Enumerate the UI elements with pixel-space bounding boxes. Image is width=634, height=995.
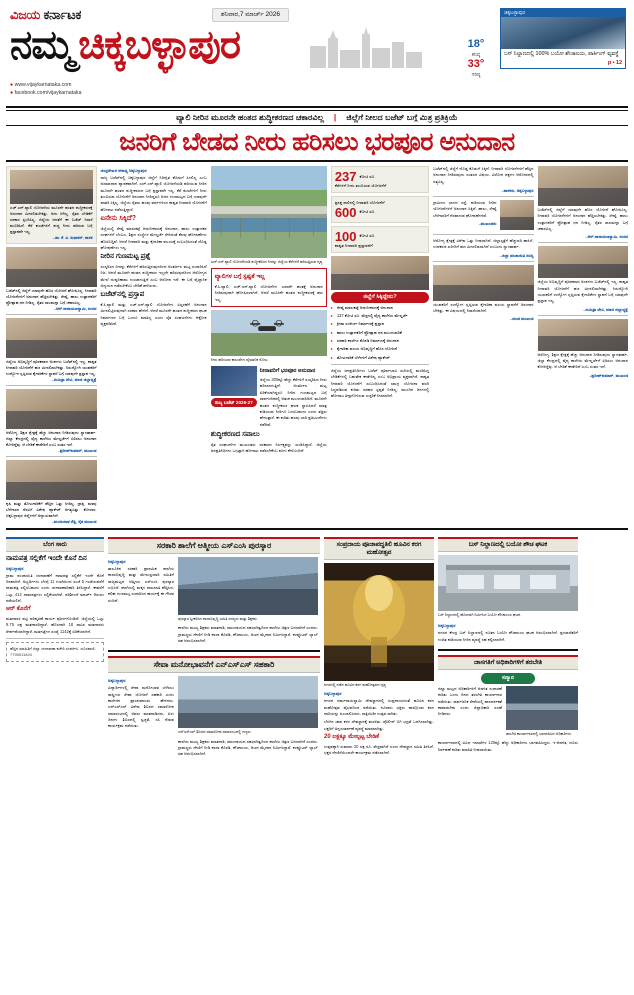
photo-caption: ನೀರು ಹರಿಯುವ ಕಾಲುವೆಗಳ ವೈಮಾನಿಕ ನೋಟ. bbox=[210, 357, 269, 362]
paragraph: ಗ್ರಾಮ ಪಂಚಾಯಿತಿ ಚುನಾವಣೆಗೆ ನಾಮಪತ್ರ ಸಲ್ಲಿಕೆಗೆ ಇಂದೇ ಕೊನೆ ದಿನವಾಗಿದೆ. ಅಭ್ಯರ್ಥಿಗಳು ಬೆಳಗ್ಗೆ 11 ಗಂಟೆಯಿಂದ ಸಂಜೆ 5 ಗಂಟೆಯವರೆಗೆ ನಾಮಪತ್ರ ಸಲ್ಲಿಸಬಹುದು ಎಂದು ಚುನಾವಣಾಧಿಕಾರಿ ತಿಳಿಸಿದ್ದಾರೆ. ಈವರೆಗೆ ಒಟ್ಟು 412 ನಾಮಪತ್ರಗಳು ಸಲ್ಲಿಕೆಯಾಗಿವೆ. ಪರಿಶೀಲನೆ ಮಾರ್ಚ್‌ 9ರಂದು ನಡೆಯಲಿದೆ. bbox=[6, 572, 104, 604]
paragraph: ರೈತ ಸಂಘಟನೆಗಳ ಮುಖಂಡರು ಸರಕಾರದ ನಿರ್ಲಕ್ಷ್ಯವನ್ನು ಖಂಡಿಸಿದ್ದಾರೆ. ಜಿಲ್ಲೆಯ ಜನಪ್ರತಿನಿಧಿಗಳು ಒಗ್ಗಟ್ಟಾಗಿ ಹೋರಾಟ ನಡೆಸಬೇಕೆಂಬ ಕೂಗು ಕೇಳಿಬಂದಿದೆ. bbox=[210, 441, 327, 453]
portrait-photo bbox=[500, 200, 534, 230]
budget-badge: ರಾಜ್ಯ ಬಜೆಟ್‌ 2026-27 bbox=[211, 398, 257, 407]
bottom-column-c bbox=[324, 534, 434, 760]
lead-headline: ಜನರಿಗೆ ಬೇಡದ ನೀರು ಹರಿಸಲು ಭರಪೂರ ಅನುದಾನ bbox=[6, 126, 628, 162]
story-dateline: ಚಿಕ್ಕಬಳ್ಳಾಪುರ bbox=[6, 565, 24, 571]
portrait-photo bbox=[538, 319, 629, 351]
weather-low: 18° bbox=[467, 38, 485, 50]
main-grid bbox=[6, 166, 628, 524]
stat-value: 237 bbox=[334, 169, 357, 184]
bottom-column-a bbox=[6, 534, 104, 760]
stat-label: ಶಾಶ್ವತ ನೀರಾವರಿ ಪ್ರಸ್ತಾವನೆಗೆ bbox=[334, 242, 373, 248]
portrait-photo bbox=[10, 170, 93, 204]
photo-nss-event bbox=[178, 676, 318, 728]
bottom-column-b bbox=[108, 534, 320, 760]
article-byline: ಚಂದ್ರಶೇಖರ ಆರಾಧ್ಯ ಚಿಕ್ಕಬಳ್ಳಾಪುರ bbox=[100, 168, 147, 173]
reaction-name: –ಮಂಜುನಾಥ ರೆಡ್ಡಿ, ರೈತ ಮುಖಂಡ bbox=[51, 519, 97, 524]
article-subhead: ನೀರಿನ ಗುಣಮಟ್ಟ ಪ್ರಶ್ನೆ bbox=[100, 253, 151, 261]
publisher-name-line1: ವಿಜಯ bbox=[10, 7, 41, 22]
column-6 bbox=[538, 166, 629, 524]
photo-caption: ಬಸ್‌ ನಿಲ್ದಾಣದಲ್ಲಿ ಹೊಸದಾಗಿ ನಿರ್ಮಿಸಿದ ಬಯೋ ಶೌಚಾಲಯ ಘಟಕ. bbox=[438, 613, 521, 617]
paragraph: ಆರೋಗ್ಯ ಕ್ಷೇತ್ರಕ್ಕೆ ವಿಶೇಷ ಒತ್ತು ನೀಡಲಾಗಿದೆ. ಜಿಲ್ಲಾಸ್ಪತ್ರೆಗೆ ಹೆಚ್ಚುವರಿ ಹಾಸಿಗೆ, ಉಪಕರಣ ಖರೀದಿಗೆ ಹಣ ಮೀಸಲಿಡಲಾಗಿದೆ ಎಂಬುದು ಸ್ವಾಗತಾರ್ಹ. bbox=[433, 238, 534, 250]
reaction-name: –ಯುವ ಮುಖಂಡ bbox=[509, 316, 534, 322]
article-subhead: ಏನೇನು ಸಿಕ್ಕಿದೆ? bbox=[100, 215, 137, 223]
publisher-logo[interactable] bbox=[10, 8, 128, 22]
inset-box bbox=[211, 268, 327, 307]
section-header: ಸೇವಾ ಮನೋಭಾವನೆಗೆ ಎನ್‌ಎಸ್‌ಎಸ್‌ ಸಹಕಾರಿ bbox=[108, 656, 320, 673]
bottom-grid bbox=[6, 534, 628, 760]
column-1 bbox=[6, 166, 97, 524]
title-city: ಚಿಕ್ಕಬಳ್ಳಾಪುರ bbox=[78, 23, 241, 67]
portrait-photo bbox=[538, 246, 629, 278]
paragraph: ಕೆ.ಸಿ.ವ್ಯಾಲಿ ಮತ್ತು ಎಚ್‌.ಎನ್‌.ವ್ಯಾಲಿ ಯೋಜನೆಗಳ ವಿಸ್ತರಣೆಗೆ ಅನುದಾನ ಮೀಸಲಿಟ್ಟಿರುವುದಾಗಿ ಸರಕಾರ ಹೇಳಿದೆ. ಆದರೆ ಮೂರನೇ ಹಂತದ ಶುದ್ಧೀಕರಣ ಘಟಕ ನಿರ್ಮಾಣದ ಬಗ್ಗೆ ಒಂದೂ ಮಾತಿಲ್ಲ ಎಂದು ರೈತ ಸಂಘಟನೆಗಳು ಆಕ್ರೋಶ ವ್ಯಕ್ತಪಡಿಸಿವೆ. bbox=[100, 302, 207, 327]
reaction-name: –ಆರ್‌.ನಾರಾಯಣಸ್ವಾಮಿ, ಸಂಸದ bbox=[585, 234, 628, 240]
stat-unit: ಕೋಟಿ ರೂ. bbox=[359, 173, 376, 179]
stat-unit: ಕೋಟಿ ರೂ. bbox=[359, 209, 376, 215]
lead-quote-box bbox=[6, 166, 97, 244]
paragraph: ಜಿಲ್ಲೆಯಲ್ಲಿ ರೇಷ್ಮೆ ಮಾರುಕಟ್ಟೆ ಆಧುನೀಕರಣಕ್ಕೆ ಅನುದಾನ, ಹಾಲು ಉತ್ಪಾದಕರ ಸಂಘಗಳಿಗೆ ಬೆಂಬಲ, ಶಿಕ್ಷಣ ಸಂಸ್ಥೆಗಳ ಮೇಲ್ದರ್ಜೆ ಸೇರಿದಂತೆ ಕೆಲವು ಘೋಷಣೆಗಳು ಹೊರಬಿದ್ದಿವೆ. ಆದರೆ ನೀರಾವರಿ ಮತ್ತು ಕೈಗಾರಿಕಾ ವಲಯಕ್ಕೆ ಸಂಬಂಧಿಸಿದಂತೆ ದೊಡ್ಡ ಘೋಷಣೆಗಳು ಇಲ್ಲ. bbox=[100, 225, 207, 250]
skyline-illustration bbox=[306, 24, 426, 68]
story-subhead: 20 ಲಕ್ಷಕ್ಕೂ ಮೇಲ್ಪಟ್ಟ ಬೇಡಿಕೆ bbox=[324, 734, 380, 741]
reaction-name: –ಮುಖಂಡರು bbox=[478, 221, 497, 227]
list-item: ▸ ಸರಕಾರಿ ಶಾಲೆಗಳ ಕೊಠಡಿ ನಿರ್ಮಾಣಕ್ಕೆ ಅನುದಾನ bbox=[331, 338, 429, 344]
reaction-name: –ಶಾಸಕರು, ಚಿಕ್ಕಬಳ್ಳಾಪುರ bbox=[501, 188, 534, 194]
paragraph: ರಾಜ್ಯ ಬಜೆಟ್‌ನಲ್ಲಿ ಚಿಕ್ಕಬಳ್ಳಾಪುರ ಜಿಲ್ಲೆಗೆ ನಿರೀಕ್ಷಿತ ಕೊಡುಗೆ ಸಿಗಲಿಲ್ಲ ಎಂಬ ಅಸಮಾಧಾನ ವ್ಯಾಪಕವಾಗಿದೆ. ಎಚ್‌.ಎನ್‌.ವ್ಯಾಲಿ ಯೋಜನೆಯಡಿ ಹರಿಯುವ ನೀರಿನ ಮೂರನೇ ಹಂತದ ಶುದ್ಧೀಕರಣದ ಬಗ್ಗೆ ಪ್ರಸ್ತಾಪವೇ ಇಲ್ಲ. ಕೆರೆ ಕುಂಟೆಗಳಿಗೆ ನೀರು ತುಂಬಿಸುವ ಯೋಜನೆಗೆ ಅನುದಾನ ನೀಡಿದ್ದರೂ ಅದರ ಗುಣಮಟ್ಟದ ಬಗ್ಗೆ ಯಾವುದೇ ಖಾತರಿ ಸಿಕ್ಕಿಲ್ಲ. ಜಿಲ್ಲೆಯ ರೈತರು ಹಲವು ವರ್ಷಗಳಿಂದ ಶಾಶ್ವತ ನೀರಾವರಿ ಯೋಜನೆಗೆ ಹೋರಾಟ ನಡೆಸುತ್ತಿದ್ದಾರೆ. bbox=[100, 175, 207, 212]
paragraph: ಗ್ರಾಮೀಣ ಭಾಗದ ರಸ್ತೆ, ಕುಡಿಯುವ ನೀರಿನ ಯೋಜನೆಗಳಿಗೆ ಅನುದಾನ ಸಿಕ್ಕಿದೆ. ಹಾಲು, ರೇಷ್ಮೆ ಬೆಳೆಗಾರರಿಗೆ ನೆರವಾಗುವ ಘೋಷಣೆಗಳಿವೆ. bbox=[433, 200, 497, 218]
promo-header: ಚಿಕ್ಕಬಳ್ಳಾಪುರ bbox=[501, 9, 625, 17]
portrait-photo bbox=[6, 460, 97, 500]
section-header: ಸರಕಾರಿ ಶಾಲೆಗೆ ಆತ್ಮೀಯ ಎಸ್‌ಎಂಸಿ ಪುರಸ್ಕಾರ bbox=[108, 537, 320, 554]
list-item: ▸ ಕೈಗಾರಿಕಾ ವಲಯ ಅಭಿವೃದ್ಧಿಗೆ ಹೊಸ ಯೋಜನೆ bbox=[331, 346, 429, 352]
paragraph: ಜಿಲ್ಲೆಯ ಜನಪ್ರತಿನಿಧಿಗಳು ಬಜೆಟ್‌ ಪೂರ್ವಭಾವಿ ಸಭೆಯಲ್ಲಿ ಮಂಡಿಸಿದ್ದ ಬೇಡಿಕೆಗಳಲ್ಲಿ ಬಹುತೇಕ ಈಡೇರಿಲ್ಲ ಎಂಬ ಅಭಿಪ್ರಾಯ ವ್ಯಕ್ತವಾಗಿದೆ. ಶಾಶ್ವತ ನೀರಾವರಿ ಯೋಜನೆಗೆ ಸಂಬಂಧಿಸಿದಂತೆ ಸಮಗ್ರ ಯೋಜನಾ ವರದಿ ಸಿದ್ಧಪಡಿಸುವ ಕುರಿತು ಸರಕಾರ ಸ್ಪಷ್ಟತೆ ನೀಡಿಲ್ಲ. ಮುಂದಿನ ದಿನಗಳಲ್ಲಿ ಹೋರಾಟ ತೀವ್ರಗೊಳಿಸುವ ಎಚ್ಚರಿಕೆ ನೀಡಲಾಗಿದೆ. bbox=[330, 368, 430, 399]
paragraph: ಯುವಕರಿಗೆ ಉದ್ಯೋಗ ಸೃಷ್ಟಿಸುವ ಕೈಗಾರಿಕಾ ವಲಯ ಸ್ಥಾಪನೆಗೆ ಅನುದಾನ ಬೇಕಿತ್ತು. ಈ ವಿಷಯದಲ್ಲಿ ನಿರಾಸೆಯಾಗಿದೆ. bbox=[433, 301, 534, 314]
column-3 bbox=[211, 166, 327, 524]
strip-item-1: ವ್ಯಾಲಿ ನೀರಿನ ಮೂರನೇ ಹಂತದ ಶುದ್ಧೀಕರಣದ ಚಕಾರವಿಲ್ಲ bbox=[176, 113, 324, 122]
portrait-photo bbox=[433, 265, 533, 301]
stat-label: ಕೆರೆಗಳಿಗೆ ನೀರು ತುಂಬಿಸುವ ಯೋಜನೆಗೆ bbox=[334, 183, 387, 188]
paragraph: ಕಾರ್ಯಾಗಾರದಲ್ಲಿ ವಿವಿಧ ಇಲಾಖೆಗಳ 120ಕ್ಕೂ ಹೆಚ್ಚು ಅಧಿಕಾರಿಗಳು ಭಾಗವಹಿಸಿದ್ದರು. ಇ-ಆಡಳಿತ, ದೂರು ನಿರ್ವಹಣೆ ಕುರಿತು ಮಾಹಿತಿ ನೀಡಲಾಯಿತು. bbox=[438, 740, 578, 752]
weather-widget bbox=[456, 38, 496, 78]
list-item: ▸ ಹಾಲು ಉತ್ಪಾದಕರಿಗೆ ಪ್ರೋತ್ಸಾಹ ಧನ ಮುಂದುವರಿಕೆ bbox=[331, 330, 429, 336]
photo-caption: ನಗರದಲ್ಲಿ ನಡೆದ ಹೂವಿನ ಕರಗ ಮಹೋತ್ಸವದ ದೃಶ್ಯ. bbox=[324, 683, 388, 687]
story-subhead: ಆರ್‌ ಕೊನೆಗೆ bbox=[6, 606, 31, 613]
reaction-item bbox=[6, 318, 97, 382]
paragraph: ಉತ್ಸವಕ್ಕಾಗಿ ಸುಮಾರು 20 ಲಕ್ಷ ರೂ. ವೆಚ್ಚವಾಗಿದೆ ಎಂದು ದೇವಸ್ಥಾನ ಸಮಿತಿ ತಿಳಿಸಿದೆ. ಭಕ್ತರ ದೇಣಿಗೆಯಿಂದಲೇ ಕಾರ್ಯಕ್ರಮ ನಡೆಸಲಾಗಿದೆ. bbox=[324, 743, 434, 755]
social-links[interactable]: ● www.vijaykarnataka.com ● facebook.com/vijaykarnataka bbox=[10, 82, 82, 96]
column-4 bbox=[331, 166, 429, 524]
article-subhead: ಶುದ್ಧೀಕರಣದ ಸವಾಲು bbox=[210, 430, 260, 438]
paragraph: ನಗರದ ಧರ್ಮರಾಯಸ್ವಾಮಿ ದೇವಸ್ಥಾನದಲ್ಲಿ ಸಂಪ್ರದಾಯದಂತೆ ಹೂವಿನ ಕರಗ ಮಹೋತ್ಸವ ವೈಭವದಿಂದ ನಡೆಯಿತು. ನೂರಾರು ಭಕ್ತರು ಪಾಲ್ಗೊಂಡು ಕರಗ ಧಾರಿಯನ್ನು ಹಿಂಬಾಲಿಸಿದರು. ರಾತ್ರಿಯಿಡೀ ಉತ್ಸವ ಸಾಗಿತು. bbox=[324, 698, 434, 716]
photo-caption: ತರಬೇತಿ ಕಾರ್ಯಾಗಾರದಲ್ಲಿ ಭಾಗವಹಿಸಿದ ಅಧಿಕಾರಿಗಳು. bbox=[506, 732, 573, 736]
photo-karaga bbox=[324, 563, 434, 681]
lead-quote-text: ಎಚ್‌.ಎನ್‌.ವ್ಯಾಲಿ ಯೋಜನೆಯ ಮೂರನೇ ಹಂತದ ಶುದ್ಧೀಕರಣಕ್ಕೆ ಅನುದಾನ ಮೀಸಲಿಡಬೇಕಿತ್ತು. ಅದು ಆಗಿಲ್ಲ. ರೈತರ ಬೇಡಿಕೆಗೆ ಸರಕಾರ ಸ್ಪಂದಿಸಿಲ್ಲ. ಜಿಲ್ಲೆಯ ಜನತೆಗೆ ಈ ಬಜೆಟ್‌ ನಿರಾಸೆ ಮೂಡಿಸಿದೆ. ಕೆರೆ ಕುಂಟೆಗಳಿಗೆ ಶುದ್ಧ ನೀರು ಹರಿಸುವ ಬಗ್ಗೆ ಪ್ರಸ್ತಾಪವೇ ಇಲ್ಲ. bbox=[10, 205, 93, 234]
paragraph: ಜಿಲ್ಲೆಯ ಅಭಿವೃದ್ಧಿಗೆ ಪೂರಕವಾದ ಅಂಶಗಳು ಬಜೆಟ್‌ನಲ್ಲಿ ಇಲ್ಲ. ಶಾಶ್ವತ ನೀರಾವರಿ ಯೋಜನೆಗೆ ಹಣ ಮೀಸಲಿಡಬೇಕಿತ್ತು. ನಿರುದ್ಯೋಗಿ ಯುವಕರಿಗೆ ಉದ್ಯೋಗ ಸೃಷ್ಟಿಸುವ ಕೈಗಾರಿಕೆಗಳ ಸ್ಥಾಪನೆ ಬಗ್ಗೆ ಯಾವುದೇ ಪ್ರಸ್ತಾಪ ಇಲ್ಲ. bbox=[537, 279, 628, 304]
story-dateline: ಚಿಕ್ಕಬಳ್ಳಾಪುರ bbox=[438, 623, 456, 629]
section-badge: ಸನ್ಮಾನ bbox=[481, 673, 535, 684]
column-2 bbox=[101, 166, 207, 524]
main-photo-dam bbox=[211, 166, 327, 258]
portrait-photo bbox=[538, 166, 629, 206]
photo-caption: ಎನ್‌ಎಸ್‌ಎಸ್‌ ಶಿಬಿರದ ಸಮಾರೋಪ ಸಮಾರಂಭದಲ್ಲಿ ಗಣ್ಯರು. bbox=[178, 730, 252, 735]
reaction-name: –ಸುಮಿತ್ರಾ ದೇವಿ, ಮಾಜಿ ಜಿಲ್ಲಾಧ್ಯಕ್ಷೆ bbox=[51, 377, 97, 382]
list-item: ▸ ರೇಷ್ಮೆ ಮಾರುಕಟ್ಟೆ ಆಧುನೀಕರಣಕ್ಕೆ ಅನುದಾನ bbox=[331, 305, 429, 311]
publication-date: ಶನಿವಾರ,7 ಮಾರ್ಚ್ 2026 bbox=[212, 8, 289, 22]
reaction-item bbox=[6, 247, 97, 311]
promo-photo bbox=[501, 17, 625, 49]
inset-headline: ವ್ಯಾಲಿಗಳ ಬಗ್ಗೆ ಸ್ಪಷ್ಟತೆ ಇಲ್ಲ bbox=[214, 274, 265, 281]
stat-label: ಪ್ರಸಕ್ತ ಸಾಲಿನಲ್ಲಿ ನೀರಾವರಿ ಯೋಜನೆಗೆ bbox=[334, 199, 385, 205]
paragraph: ಮತದಾರರ ಪಟ್ಟಿ ಪರಿಷ್ಕರಣೆ ಕಾರ್ಯ ಪೂರ್ಣಗೊಂಡಿದೆ. ಜಿಲ್ಲೆಯಲ್ಲಿ ಒಟ್ಟು 9.75 ಲಕ್ಷ ಮತದಾರರಿದ್ದಾರೆ. ಹೊಸದಾಗಿ 18 ಸಾವಿರ ಮತದಾರರು ಸೇರ್ಪಡೆಯಾಗಿದ್ದಾರೆ. ಮತಗಟ್ಟೆಗಳ ಸಂಖ್ಯೆ 1142ಕ್ಕೆ ಏರಿಕೆಯಾಗಿದೆ. bbox=[6, 615, 104, 634]
paragraph: ಬಜೆಟ್‌ನಲ್ಲಿ ಜಿಲ್ಲೆಗೆ ಯಾವುದೇ ಹೊಸ ಯೋಜನೆ ಘೋಷಿಸಿಲ್ಲ. ನೀರಾವರಿ ಯೋಜನೆಗಳಿಗೆ ಅನುದಾನ ಹೆಚ್ಚಿಸಬೇಕಿತ್ತು. ರೇಷ್ಮೆ, ಹಾಲು ಉತ್ಪಾದಕರಿಗೆ ಪ್ರೋತ್ಸಾಹ ಧನ ನೀಡಿಲ್ಲ. ರೈತರ ಸಾಲಮನ್ನಾ ಬಗ್ಗೆ ಚಕಾರವಿಲ್ಲ. bbox=[537, 207, 628, 232]
promo-text: ಬಸ್‌ ನಿಲ್ದಾಣದಲ್ಲಿ 100% ಬಯೋ ಶೌಚಾಲಯ, ಪಾರ್ಕಿಂಗ್‌ ವ್ಯವಸ್ಥೆ bbox=[504, 51, 619, 57]
reaction-quote: ಬಜೆಟ್‌ನಲ್ಲಿ ಜಿಲ್ಲೆಗೆ ಯಾವುದೇ ಹೊಸ ಯೋಜನೆ ಘೋಷಿಸಿಲ್ಲ. ನೀರಾವರಿ ಯೋಜನೆಗಳಿಗೆ ಅನುದಾನ ಹೆಚ್ಚಿಸಬೇಕಿತ್ತು. ರೇಷ್ಮೆ, ಹಾಲು ಉತ್ಪಾದಕರಿಗೆ ಪ್ರೋತ್ಸಾಹ ಧನ ನೀಡಿಲ್ಲ. ರೈತರ ಸಾಲಮನ್ನಾ ಬಗ್ಗೆ ಚಕಾರವಿಲ್ಲ. bbox=[6, 288, 97, 305]
reaction-quote: ಜಿಲ್ಲೆಯ ಅಭಿವೃದ್ಧಿಗೆ ಪೂರಕವಾದ ಅಂಶಗಳು ಬಜೆಟ್‌ನಲ್ಲಿ ಇಲ್ಲ. ಶಾಶ್ವತ ನೀರಾವರಿ ಯೋಜನೆಗೆ ಹಣ ಮೀಸಲಿಡಬೇಕಿತ್ತು. ನಿರುದ್ಯೋಗಿ ಯುವಕರಿಗೆ ಉದ್ಯೋಗ ಸೃಷ್ಟಿಸುವ ಕೈಗಾರಿಕೆಗಳ ಸ್ಥಾಪನೆ ಬಗ್ಗೆ ಯಾವುದೇ ಪ್ರಸ್ತಾಪ ಇಲ್ಲ. bbox=[6, 359, 97, 376]
contact-info-box: ಹೆಚ್ಚಿನ ಮಾಹಿತಿಗೆ ಜಿಲ್ಲಾ ಚುನಾವಣಾ ಕಚೇರಿ ಸಂಪರ್ಕಿಸಿ. ದೂರವಾಣಿ: 7795511844 bbox=[6, 642, 104, 662]
reaction-quote: ಆರೋಗ್ಯ, ಶಿಕ್ಷಣ ಕ್ಷೇತ್ರಕ್ಕೆ ಹೆಚ್ಚು ಅನುದಾನ ನೀಡಿರುವುದು ಸ್ವಾಗತಾರ್ಹ. ಜಿಲ್ಲಾ ಕೇಂದ್ರದಲ್ಲಿ ವೈದ್ಯ ಕಾಲೇಜು ಮೇಲ್ದರ್ಜೆಗೆ ಏರಿಸಲು ಅನುದಾನ ಕೋರಿದ್ದೆವು. ಆ ಬೇಡಿಕೆ ಈಡೇರಿದೆ ಎಂಬ ಸಂತಸ ಇದೆ. bbox=[6, 430, 97, 447]
column-5 bbox=[433, 166, 533, 524]
stat-value: 600 bbox=[334, 204, 357, 220]
section-header: ಜಾಸಗತಿಗೆ ಅಧಿಕಾರಿಗಳಿಗೆ ತರಬೇತಿ bbox=[438, 655, 578, 670]
paragraph: ವಿದ್ಯಾರ್ಥಿಗಳಲ್ಲಿ ಸೇವಾ ಮನೋಭಾವ ಬೆಳೆಸಲು ರಾಷ್ಟ್ರೀಯ ಸೇವಾ ಯೋಜನೆ ಸಹಕಾರಿ ಎಂದು ಕಾಲೇಜಿನ ಪ್ರಾಂಶುಪಾಲರು ಹೇಳಿದರು. ಎನ್‌ಎಸ್‌ಎಸ್‌ ವಿಶೇಷ ಶಿಬಿರದ ಸಮಾರೋಪ ಸಮಾರಂಭದಲ್ಲಿ ಅವರು ಮಾತನಾಡಿದರು. ಏಳು ದಿನಗಳ ಶಿಬಿರದಲ್ಲಿ ಸ್ವಚ್ಛತೆ, ಸಸಿ ನೆಡುವ ಕಾರ್ಯಕ್ರಮ ನಡೆಯಿತು. bbox=[108, 685, 174, 729]
reaction-quote: ಕೃಷಿ ಮತ್ತು ತೋಟಗಾರಿಕೆಗೆ ಹೆಚ್ಚಿನ ಒತ್ತು ನೀಡಿಲ್ಲ. ದ್ರಾಕ್ಷಿ, ಮಾವು ಬೆಳೆಗಾರರ ನೆರವಿಗೆ ವಿಶೇಷ ಪ್ಯಾಕೇಜ್‌ ಅಗತ್ಯವಿತ್ತು. ಕೋಲಾರ, ಚಿಕ್ಕಬಳ್ಳಾಪುರ ಜಿಲ್ಲೆಗಳಿಗೆ ಅನ್ಯಾಯವಾಗಿದೆ. bbox=[6, 501, 97, 518]
list-item: ▸ 137 ಕೋಟಿ ರೂ. ವೆಚ್ಚದಲ್ಲಿ ವೈದ್ಯ ಕಾಲೇಜು ಮೇಲ್ದರ್ಜೆ bbox=[331, 313, 429, 319]
paragraph: ಬೆಳಗಿನ ಜಾವ ಕರಗ ದೇವಸ್ಥಾನಕ್ಕೆ ಮರಳಿತು. ಪೊಲೀಸ್‌ ಬಿಗಿ ಭದ್ರತೆ ಒದಗಿಸಲಾಗಿತ್ತು. ಭಕ್ತರಿಗೆ ಅನ್ನಸಂತರ್ಪಣೆ ವ್ಯವಸ್ಥೆ ಮಾಡಲಾಗಿತ್ತು. bbox=[324, 719, 434, 731]
stat-card bbox=[331, 196, 429, 223]
stat-unit: ಕೋಟಿ ರೂ. bbox=[359, 233, 376, 239]
reaction-item bbox=[6, 389, 97, 453]
article-body bbox=[101, 175, 207, 213]
publisher-name-line2: ಕರ್ನಾಟಕ bbox=[43, 7, 82, 22]
reaction-name: –ಸುಮಿತ್ರಾ ದೇವಿ, ಮಾಜಿ ಜಿಲ್ಲಾಧ್ಯಕ್ಷೆ bbox=[583, 306, 628, 312]
bottom-column-d bbox=[438, 534, 578, 760]
paragraph: ಶಾಲೆಯ ಮುಖ್ಯ ಶಿಕ್ಷಕರು ಮಾತನಾಡಿ, ಸಮುದಾಯದ ಸಹಭಾಗಿತ್ವದಿಂದ ಶಾಲೆಯ ಚಿತ್ರಣ ಬದಲಾಗಿದೆ ಎಂದರು. ಗ್ರಾಮಸ್ಥರು ದೇಣಿಗೆ ನೀಡಿ ಶಾಲಾ ಕೊಠಡಿ, ಶೌಚಾಲಯ, ಆಟದ ಮೈದಾನ ನಿರ್ಮಿಸಿದ್ದಾರೆ. ಕಂಪ್ಯೂಟರ್‌ ಲ್ಯಾಬ್‌ ಸಹ ಆರಂಭಿಸಲಾಗಿದೆ. bbox=[178, 738, 318, 757]
paragraph: ಆರೋಗ್ಯ, ಶಿಕ್ಷಣ ಕ್ಷೇತ್ರಕ್ಕೆ ಹೆಚ್ಚು ಅನುದಾನ ನೀಡಿರುವುದು ಸ್ವಾಗತಾರ್ಹ. ಜಿಲ್ಲಾ ಕೇಂದ್ರದಲ್ಲಿ ವೈದ್ಯ ಕಾಲೇಜು ಮೇಲ್ದರ್ಜೆಗೆ ಏರಿಸಲು ಅನುದಾನ ಕೋರಿದ್ದೆವು. ಆ ಬೇಡಿಕೆ ಈಡೇರಿದೆ ಎಂಬ ಸಂತಸ ಇದೆ. bbox=[537, 351, 628, 370]
paragraph: ಶಾಲೆಯ ಮುಖ್ಯ ಶಿಕ್ಷಕರು ಮಾತನಾಡಿ, ಸಮುದಾಯದ ಸಹಭಾಗಿತ್ವದಿಂದ ಶಾಲೆಯ ಚಿತ್ರಣ ಬದಲಾಗಿದೆ ಎಂದರು. ಗ್ರಾಮಸ್ಥರು ದೇಣಿಗೆ ನೀಡಿ ಶಾಲಾ ಕೊಠಡಿ, ಶೌಚಾಲಯ, ಆಟದ ಮೈದಾನ ನಿರ್ಮಿಸಿದ್ದಾರೆ. ಕಂಪ್ಯೂಟರ್‌ ಲ್ಯಾಬ್‌ ಸಹ ಆರಂಭಿಸಲಾಗಿದೆ. bbox=[178, 625, 318, 643]
facebook-url: facebook.com/vijaykarnataka bbox=[14, 89, 82, 96]
reaction-name: –ಆರ್‌.ನಾರಾಯಣಸ್ವಾಮಿ, ಸಂಸದ bbox=[53, 306, 97, 311]
weather-high: 33° bbox=[467, 58, 485, 70]
lead-quote-credit: –ಡಾ. ಕೆ. ವಿ. ಸುಧಾಕರ್‌, ಶಾಸಕ bbox=[52, 235, 93, 240]
stat-card bbox=[331, 226, 429, 253]
weather-low-label: ಕನಿಷ್ಠ bbox=[471, 51, 481, 58]
stat-value: 100 bbox=[334, 228, 357, 244]
portrait-photo bbox=[6, 318, 97, 358]
strip-item-2: ಜಿಲ್ಲೆಗೆ ನೀಲದ ಬಜೆಟ್‌ ಬಗ್ಗೆ ಮಿತ್ರ ಪ್ರತಿಕ್ರಿಯೆ bbox=[346, 113, 458, 122]
list-item: ▸ ತೋಟಗಾರಿಕೆ ಬೆಳೆಗಳಿಗೆ ವಿಶೇಷ ಪ್ಯಾಕೇಜ್‌ bbox=[331, 355, 429, 361]
paragraph: ಸಂಸ್ಕರಿಸಿದ ನೀರನ್ನು ಕೆರೆಗಳಿಗೆ ಹರಿಸುತ್ತಿರುವುದರಿಂದ ಅಂತರ್ಜಲ ಮಟ್ಟ ಸುಧಾರಿಸಿದೆ ನಿಜ. ಆದರೆ ಮೂರನೇ ಹಂತದ ಶುದ್ಧೀಕರಣ ಇಲ್ಲದೇ ಹರಿಸುವುದರಿಂದ ಆರೋಗ್ಯದ ಮೇಲೆ ದುಷ್ಪರಿಣಾಮ ಉಂಟಾಗುತ್ತಿದೆ ಎಂಬ ಆರೋಪ ಇದೆ. ಈ ಬಗ್ಗೆ ವೈಜ್ಞಾನಿಕ ಅಧ್ಯಯನ ನಡೆಸಬೇಕೆಂಬ ಬೇಡಿಕೆ ಹಳೆಯದು. bbox=[100, 263, 207, 288]
reaction-name: –ಪ್ರದೀಪ್‌ಕುಮಾರ್‌, ಮುಖಂಡ bbox=[589, 372, 628, 378]
website-url: www.vijaykarnataka.com bbox=[14, 82, 72, 88]
story-dateline: ಚಿಕ್ಕಬಳ್ಳಾಪುರ bbox=[108, 678, 126, 684]
reaction-name: –ಜಿಲ್ಲಾ ಪಂಚಾಯಿತಿ ಸದಸ್ಯ bbox=[499, 252, 534, 258]
budget-bullets-list bbox=[331, 305, 429, 361]
section-header: ಬೆಂಗ ಸಾರು bbox=[6, 537, 104, 552]
paragraph: ಬಜೆಟ್‌ನಲ್ಲಿ ಜಿಲ್ಲೆಗೆ ದೊಡ್ಡ ಕೊಡುಗೆ ಸಿಕ್ಕಿದೆ. ನೀರಾವರಿ ಯೋಜನೆಗಳಿಗೆ ಹೆಚ್ಚಿನ ಅನುದಾನ ನೀಡಿರುವುದು ಸಂತಸದ ವಿಷಯ. ವಿರೋಧ ಪಕ್ಷಗಳ ಆರೋಪದಲ್ಲಿ ಸತ್ಯವಿಲ್ಲ. bbox=[433, 166, 534, 184]
photo-caption: ಎಚ್‌.ಎನ್‌.ವ್ಯಾಲಿ ಯೋಜನೆಯಡಿ ಶುದ್ಧೀಕರಿಸಿದ ನೀರನ್ನು ಜಿಲ್ಲೆಯ ಕೆರೆಗಳಿಗೆ ಹರಿಸುತ್ತಿರುವ ದೃಶ್ಯ. bbox=[210, 260, 324, 264]
paragraph: ಜಿಲ್ಲೆಯ 300ಕ್ಕೂ ಹೆಚ್ಚು ಕೆರೆಗಳಿಗೆ ಸಂಸ್ಕರಿಸಿದ ನೀರು ಹರಿಸಲಾಗುತ್ತಿದೆ. ಅಂತರ್ಜಲ ಮಟ್ಟ ಏರಿಕೆಯಾಗಿದ್ದರೂ ನೀರಿನ ಗುಣಮಟ್ಟದ ಬಗ್ಗೆ ಸಾರ್ವಜನಿಕರಲ್ಲಿ ಆತಂಕ ಮುಂದುವರಿದಿದೆ. ಮೂರನೇ ಹಂತದ ಶುದ್ಧೀಕರಣ ಘಟಕ ಸ್ಥಾಪಿಸಿದರೆ ಮಾತ್ರ ಕುಡಿಯುವ ನೀರಿಗೂ ಬಳಸಬಹುದು ಎಂದು ತಜ್ಞರು ಹೇಳುತ್ತಾರೆ. ಈ ಕುರಿತು ಹಲವು ಬಾರಿ ಪ್ರತಿಭಟನೆಗಳು ನಡೆದಿವೆ. bbox=[259, 377, 327, 427]
photo-training-workshop bbox=[506, 686, 578, 730]
portrait-photo bbox=[6, 389, 97, 429]
photo-drone bbox=[211, 310, 327, 356]
promo-box[interactable] bbox=[500, 8, 626, 69]
photo-leader bbox=[331, 256, 429, 290]
photo-school-group bbox=[178, 557, 318, 615]
story-headline: ನಾಮಪತ್ರ ಸಲ್ಲಿಕೆಗೆ ಇಂದೇ ಕೊನೆ ದಿನ bbox=[6, 555, 87, 562]
section-header: ಬಸ್‌ ನಿಲ್ದಾಣದಲ್ಲಿ ಬಯೋ ಶೌಚ ಘಟಕ bbox=[438, 537, 578, 552]
paragraph: ನಗರದ ಕೇಂದ್ರ ಬಸ್‌ ನಿಲ್ದಾಣದಲ್ಲಿ ನೂತನ ಬಯೋ ಶೌಚಾಲಯ ಘಟಕ ಆರಂಭಿಸಲಾಗಿದೆ. ಪ್ರಯಾಣಿಕರಿಗೆ ಉಚಿತ ಕುಡಿಯುವ ನೀರಿನ ವ್ಯವಸ್ಥೆ ಸಹ ಕಲ್ಪಿಸಲಾಗಿದೆ. bbox=[438, 630, 578, 642]
inset-body: ಕೆ.ಸಿ.ವ್ಯಾಲಿ, ಎಚ್‌.ಎನ್‌.ವ್ಯಾಲಿ ಯೋಜನೆಗಳ ಎರಡನೇ ಹಂತಕ್ಕೆ ಅನುದಾನ ನೀಡಿರುವುದಾಗಿ ಘೋಷಿಸಲಾಗಿದೆ. ಆದರೆ ಮೂರನೇ ಹಂತದ ಶುದ್ಧೀಕರಣಕ್ಕೆ ಹಣ ಇಲ್ಲ. bbox=[214, 283, 323, 302]
photo-budget bbox=[211, 366, 257, 396]
list-item: ▸ ಕ್ರೀಡಾ ಸಂಕೀರ್ಣ ನಿರ್ಮಾಣಕ್ಕೆ ಪ್ರಸ್ತಾಪ bbox=[331, 321, 429, 327]
photo-bus-stand bbox=[438, 555, 578, 611]
story-dateline: ಚಿಕ್ಕಬಳ್ಳಾಪುರ bbox=[108, 559, 126, 564]
paragraph: ತಾಲೂಕಿನ ಸರಕಾರಿ ಪ್ರಾಥಮಿಕ ಶಾಲೆಯ ಶಾಲಾಭಿವೃದ್ಧಿ ಮತ್ತು ಮೇಲುಸ್ತುವಾರಿ ಸಮಿತಿಗೆ ರಾಜ್ಯಮಟ್ಟದ ಆತ್ಮೀಯ ಎಸ್‌ಎಂಸಿ ಪುರಸ್ಕಾರ ಲಭಿಸಿದೆ. ಶಾಲೆಯಲ್ಲಿ ಮಕ್ಕಳ ದಾಖಲಾತಿ ಹೆಚ್ಚಿಸಿದ, ಕಲಿಕಾ ಗುಣಮಟ್ಟ ಸುಧಾರಿಸಿದ ಕಾರ್ಯಕ್ಕೆ ಈ ಗೌರವ ಸಂದಿದೆ. bbox=[108, 566, 174, 603]
budget-subhead: ನೀರಾವರಿಗೆ ಭರಪೂರ ಅನುದಾನ bbox=[259, 368, 316, 375]
bullets-heading: ಜಿಲ್ಲೆಗೆ ಸಿಕ್ಕಿದ್ದೇನು? bbox=[331, 292, 429, 303]
reaction-item bbox=[6, 460, 97, 524]
headline-strip: ವ್ಯಾಲಿ ನೀರಿನ ಮೂರನೇ ಹಂತದ ಶುದ್ಧೀಕರಣದ ಚಕಾರವಿಲ್ಲ | ಜಿಲ್ಲೆಗೆ ನೀಲದ ಬಜೆಟ್‌ ಬಗ್ಗೆ ಮಿತ್ರ ಪ್ರತಿಕ್ರಿಯೆ bbox=[6, 110, 628, 126]
masthead bbox=[6, 4, 628, 108]
weather-high-label: ಗರಿಷ್ಠ bbox=[471, 71, 481, 78]
story-dateline: ಚಿಕ್ಕಬಳ್ಳಾಪುರ bbox=[324, 691, 342, 697]
portrait-photo bbox=[6, 247, 97, 287]
section-header: ಸಂಪ್ರದಾಯ ಪೂಜಾಪದ್ಧತಿಲಿ ಹೂವಿನ ಕರಗ ಮಹೋತ್ಸವ bbox=[324, 537, 434, 560]
stat-card bbox=[331, 166, 429, 193]
paragraph: ಜಿಲ್ಲಾ ಮಟ್ಟದ ಅಧಿಕಾರಿಗಳಿಗೆ ಆಡಳಿತ ಸುಧಾರಣೆ ಕುರಿತು ಒಂದು ದಿನದ ತರಬೇತಿ ಕಾರ್ಯಾಗಾರ ನಡೆಯಿತು. ಸಾರ್ವಜನಿಕ ಸೇವೆಯಲ್ಲಿ ಪಾರದರ್ಶಕತೆ ಕಾಪಾಡಬೇಕು ಎಂದು ಜಿಲ್ಲಾಧಿಕಾರಿ ಸಲಹೆ ನೀಡಿದರು. bbox=[438, 686, 502, 717]
reaction-name: –ಪ್ರದೀಪ್‌ಕುಮಾರ್‌, ಮುಖಂಡ bbox=[57, 448, 97, 453]
photo-caption: ಪುರಸ್ಕಾರ ಸ್ವೀಕರಿಸಿದ ಶಾಲಾಭಿವೃದ್ಧಿ ಸಮಿತಿ ಸದಸ್ಯರು ಮತ್ತು ಶಿಕ್ಷಕರು. bbox=[178, 617, 258, 621]
article-subhead: ಬಜೆಟ್‌ನಲ್ಲಿ ಪ್ರಸ್ತಾಪ bbox=[100, 291, 145, 299]
title-prefix: ನಮ್ಮ bbox=[10, 23, 74, 67]
promo-page-ref: p • 12 bbox=[607, 60, 622, 67]
